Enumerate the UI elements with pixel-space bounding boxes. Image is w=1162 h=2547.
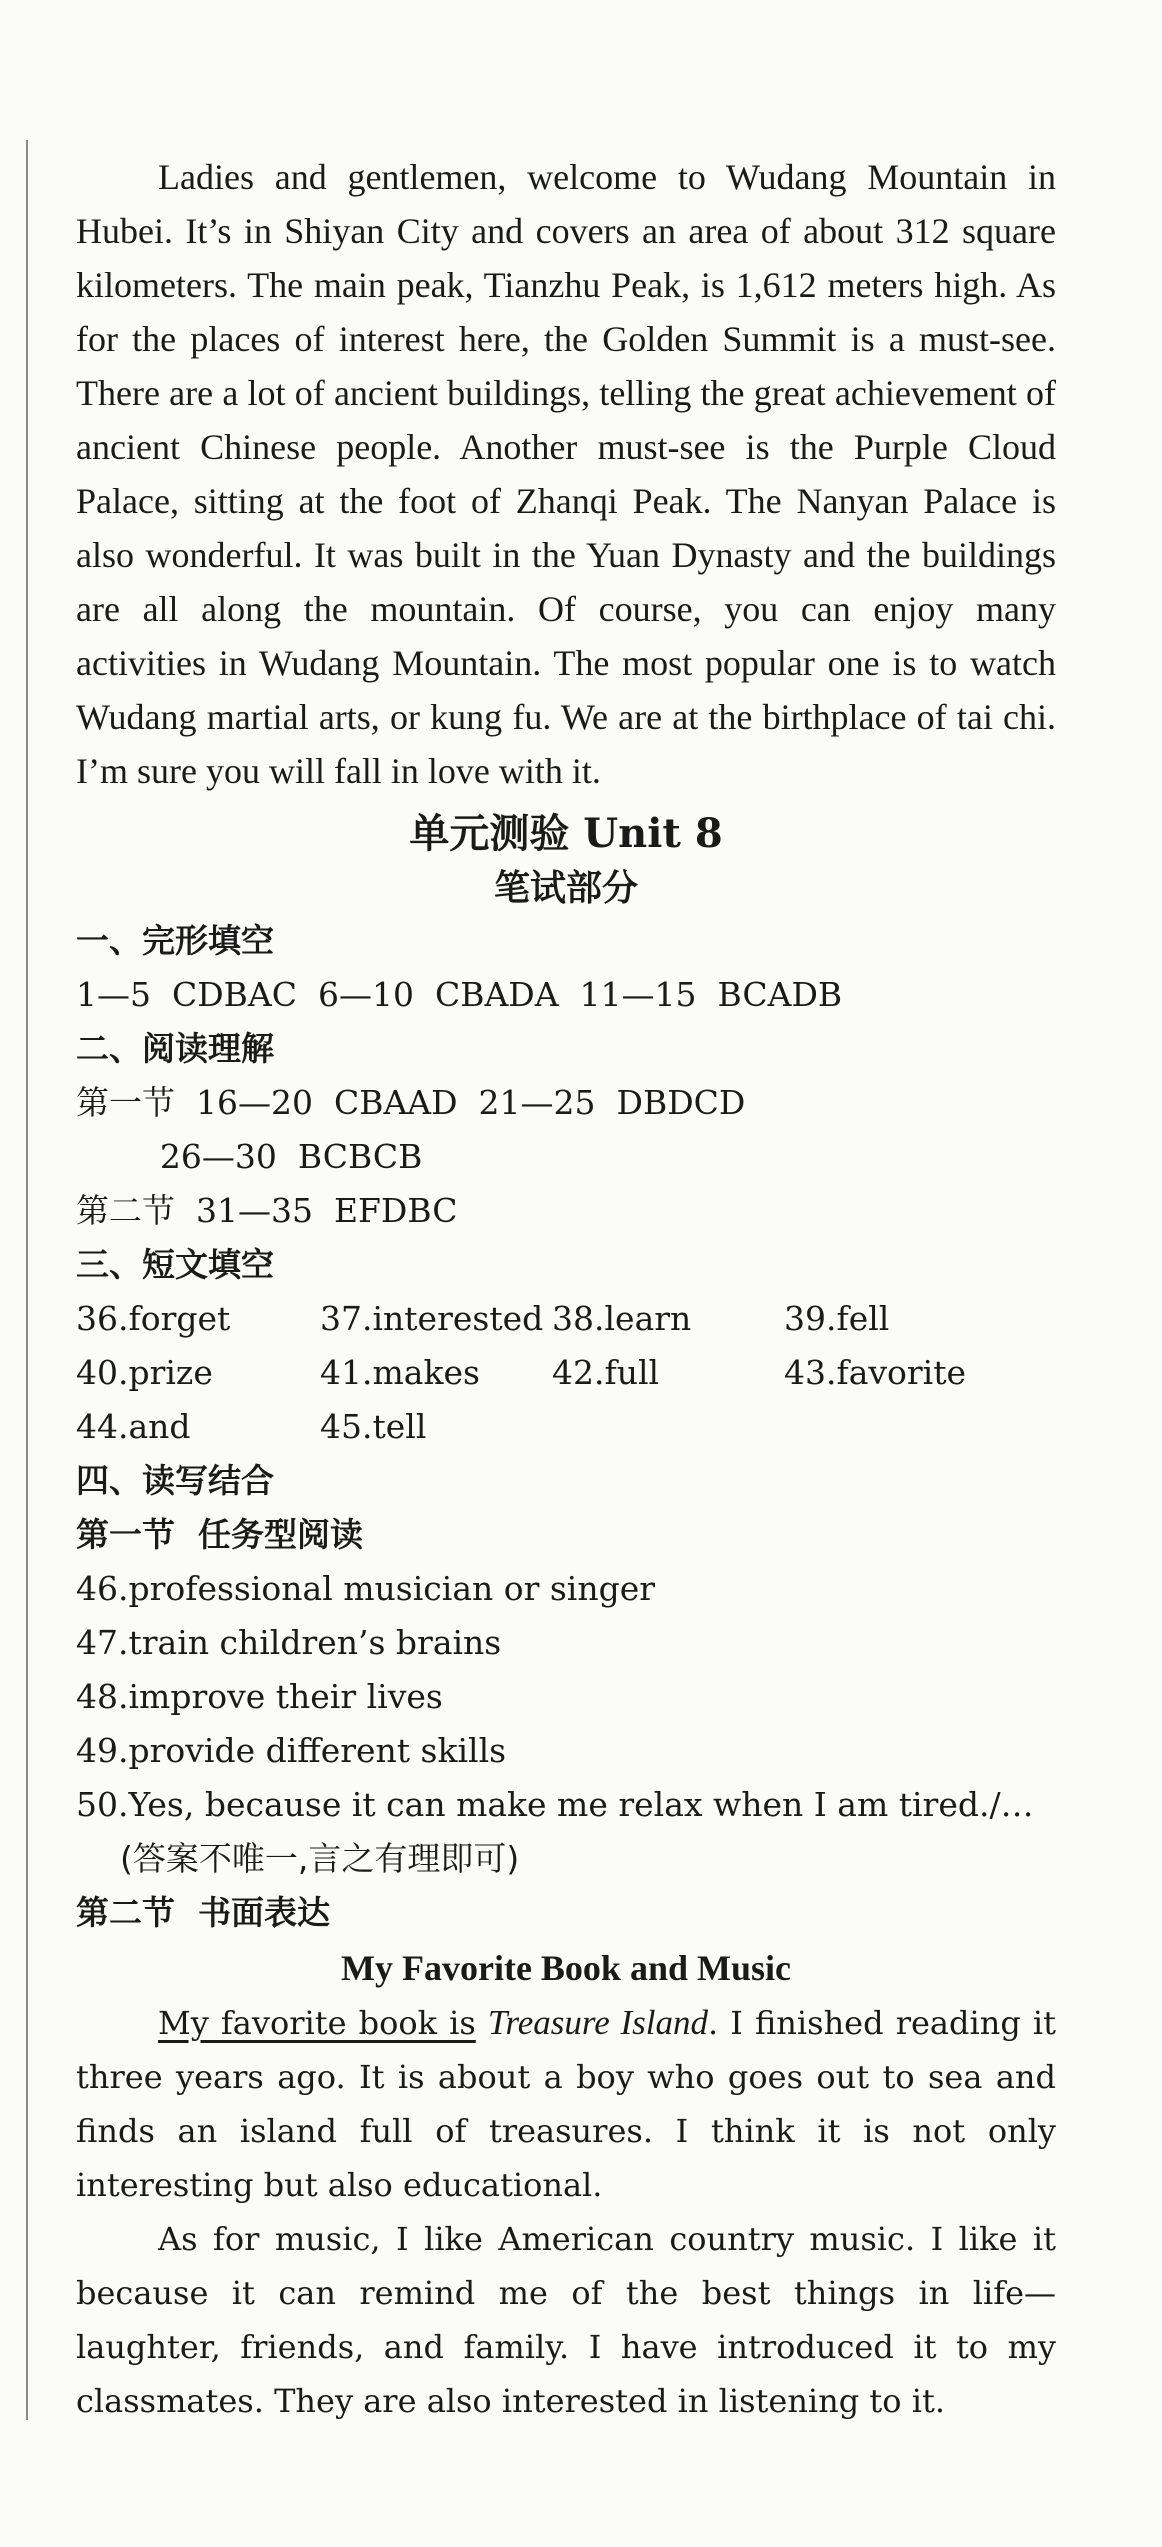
section-heading-fill: 三、短文填空	[76, 1245, 274, 1284]
section-heading-read-write: 四、读写结合	[76, 1461, 274, 1500]
answer-note: (答案不唯一,言之有理即可)	[120, 1839, 520, 1878]
book-title: Treasure Island	[487, 2003, 708, 2042]
essay-paragraph-1-rest: . I finished reading it three years ago. It is about a boy who goes out to sea and finds an island full of treasures. I think it is not only interesting but also educational.	[76, 2004, 1057, 2204]
task-answer: 49.provide different skills	[76, 1731, 507, 1770]
task-answer: 47.train children’s brains	[76, 1623, 502, 1662]
fill-answer: 45.tell	[320, 1407, 427, 1446]
fill-answer: 39.fell	[784, 1299, 890, 1338]
part1-heading: 第一节 任务型阅读	[76, 1515, 363, 1554]
unit-title: 单元测验 Unit 8	[409, 810, 723, 857]
sub-title: 笔试部分	[493, 867, 638, 909]
fill-answer: 43.favorite	[784, 1353, 966, 1392]
margin-rule	[26, 140, 28, 2420]
fill-answer: 37.interested	[320, 1299, 544, 1338]
fill-answer: 38.learn	[552, 1299, 692, 1338]
fill-answer: 44.and	[76, 1407, 191, 1446]
cloze-answers: 1—5 CDBAC 6—10 CBADA 11—15 BCADB	[76, 975, 843, 1014]
essay-underlined-phrase: My favorite book is	[158, 2004, 476, 2042]
fill-row	[76, 1292, 1056, 1346]
essay-paragraph-1	[76, 1996, 1056, 2212]
essay-title: My Favorite Book and Music	[341, 1948, 791, 1988]
fill-row	[76, 1346, 1056, 1400]
fill-answer: 42.full	[552, 1353, 660, 1392]
essay-paragraph-2: As for music, I like American country music. I like it because it can remind me of the best things in life—laughter, friends, and family. I have introduced it to my classmates. They are also interested in listening to it.	[76, 2220, 1056, 2420]
task-answer: 50.Yes, because it can make me relax when I am tired./…	[76, 1785, 1034, 1824]
fill-answer: 41.makes	[320, 1353, 480, 1392]
answer-page	[76, 150, 1056, 2428]
reading-answers-line-1: 第一节 16—20 CBAAD 21—25 DBDCD	[76, 1083, 746, 1122]
section-heading-cloze: 一、完形填空	[76, 921, 274, 960]
fill-answer: 36.forget	[76, 1299, 231, 1338]
reading-answers-line-3: 第二节 31—35 EFDBC	[76, 1191, 458, 1230]
fill-row	[76, 1400, 1056, 1454]
section-heading-reading: 二、阅读理解	[76, 1029, 274, 1068]
part2-heading: 第二节 书面表达	[76, 1893, 330, 1932]
fill-answer: 40.prize	[76, 1353, 213, 1392]
reading-answers-line-2: 26—30 BCBCB	[76, 1137, 423, 1176]
task-answer: 48.improve their lives	[76, 1677, 443, 1716]
task-answer: 46.professional musician or singer	[76, 1569, 656, 1608]
intro-paragraph: Ladies and gentlemen, welcome to Wudang Mountain in Hubei. It’s in Shiyan City and covers an area of about 312 square kilometers. The main peak, Tianzhu Peak, is 1,612 meters high. As for the places of interest here, the Golden Summit is a must-see. There are a lot of ancient buildings, telling the great achievement of ancient Chinese people. Another must-see is the Purple Cloud Palace, sitting at the foot of Zhanqi Peak. The Nanyan Palace is also wonderful. It was built in the Yuan Dynasty and the buildings are all along the mountain. Of course, you can enjoy many activities in Wudang Mountain. The most popular one is to watch Wudang martial arts, or kung fu. We are at the birthplace of tai chi. I’m sure you will fall in love with it.	[76, 157, 1056, 791]
